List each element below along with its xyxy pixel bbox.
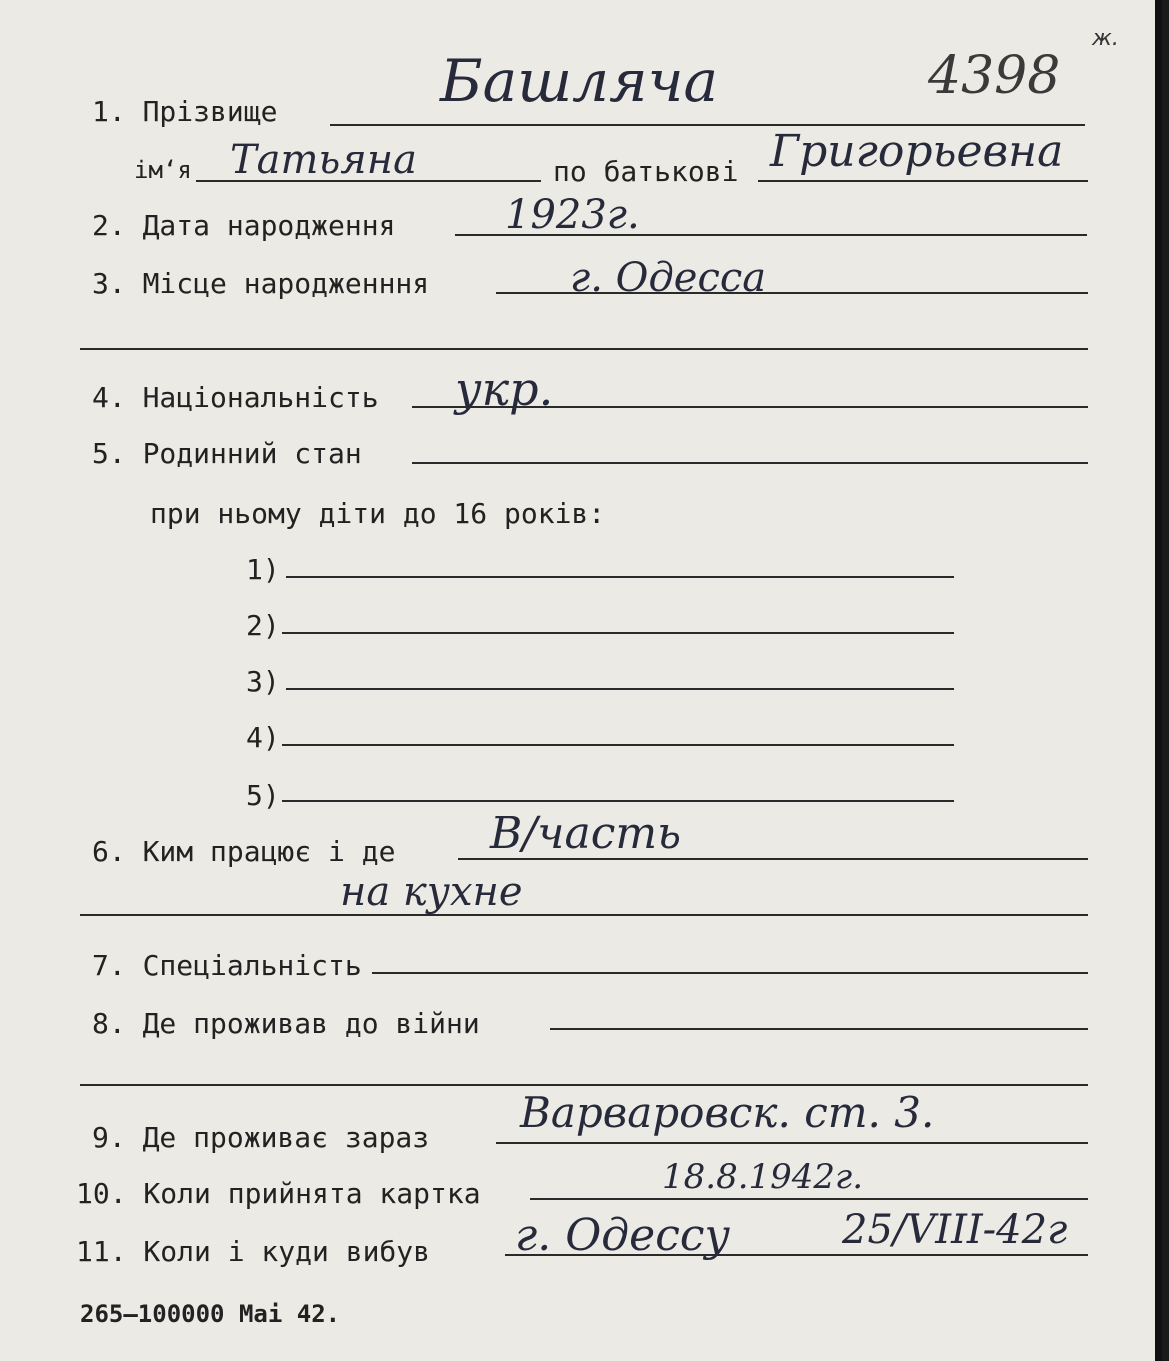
birth-place-value: г. Одесса (570, 255, 767, 301)
current-residence-label: 9. Де проживає зараз (92, 1121, 430, 1154)
children-label: при ньому діти до 16 років: (150, 497, 606, 530)
work-value-line2: на кухне (340, 869, 523, 915)
first-name-value: Татьяна (230, 137, 417, 183)
prewar-residence-label: 8. Де проживав до війни (92, 1007, 480, 1040)
birth-date-value: 1923г. (505, 192, 640, 238)
family-status-line (412, 462, 1088, 464)
nationality-value: укр. (455, 362, 554, 416)
prewar-residence-line-2 (80, 1084, 1088, 1086)
departed-place-value: г. Одессу (515, 1210, 731, 1261)
work-label: 6. Ким працює і де (92, 835, 396, 868)
birth-date-label: 2. Дата народження (92, 209, 396, 242)
patronymic-value: Григорьевна (770, 126, 1064, 177)
patronymic-line (758, 180, 1088, 182)
child-4-label: 4) (246, 721, 280, 754)
print-footer: 265–100000 Mai 42. (80, 1300, 341, 1328)
specialty-line (372, 972, 1088, 974)
child-3-label: 3) (246, 665, 280, 698)
card-number: 4398 (928, 46, 1061, 106)
accepted-value: 18.8.1942г. (662, 1157, 864, 1197)
child-5-line (282, 800, 954, 802)
work-line-2 (80, 914, 1088, 916)
child-2-label: 2) (246, 609, 280, 642)
surname-value: Башляча (440, 47, 719, 115)
child-1-label: 1) (246, 553, 280, 586)
current-residence-line (496, 1142, 1088, 1144)
family-status-label: 5. Родинний стан (92, 437, 362, 470)
patronymic-label: по батькові (553, 155, 739, 188)
accepted-label: 10. Коли прийнята картка (76, 1177, 481, 1210)
birth-place-line-2 (80, 348, 1088, 350)
child-1-line (286, 576, 954, 578)
surname-label: 1. Прізвище (92, 95, 278, 128)
specialty-label: 7. Спеціальність (92, 949, 362, 982)
accepted-line (530, 1198, 1088, 1200)
departed-label: 11. Коли і куди вибув (76, 1235, 431, 1268)
current-residence-value: Варваровск. ст. 3. (520, 1088, 935, 1137)
child-4-line (282, 744, 954, 746)
nationality-label: 4. Національність (92, 381, 379, 414)
child-3-line (286, 688, 954, 690)
child-5-label: 5) (246, 779, 280, 812)
birth-place-label: 3. Місце народженння (92, 267, 430, 300)
first-name-label: ім‘я (134, 156, 192, 184)
departed-date-value: 25/VIII-42г (842, 1207, 1068, 1253)
work-value-line1: В/часть (490, 808, 682, 859)
child-2-line (282, 632, 954, 634)
card-number-suffix: ж. (1092, 26, 1119, 51)
prewar-residence-line (550, 1028, 1088, 1030)
